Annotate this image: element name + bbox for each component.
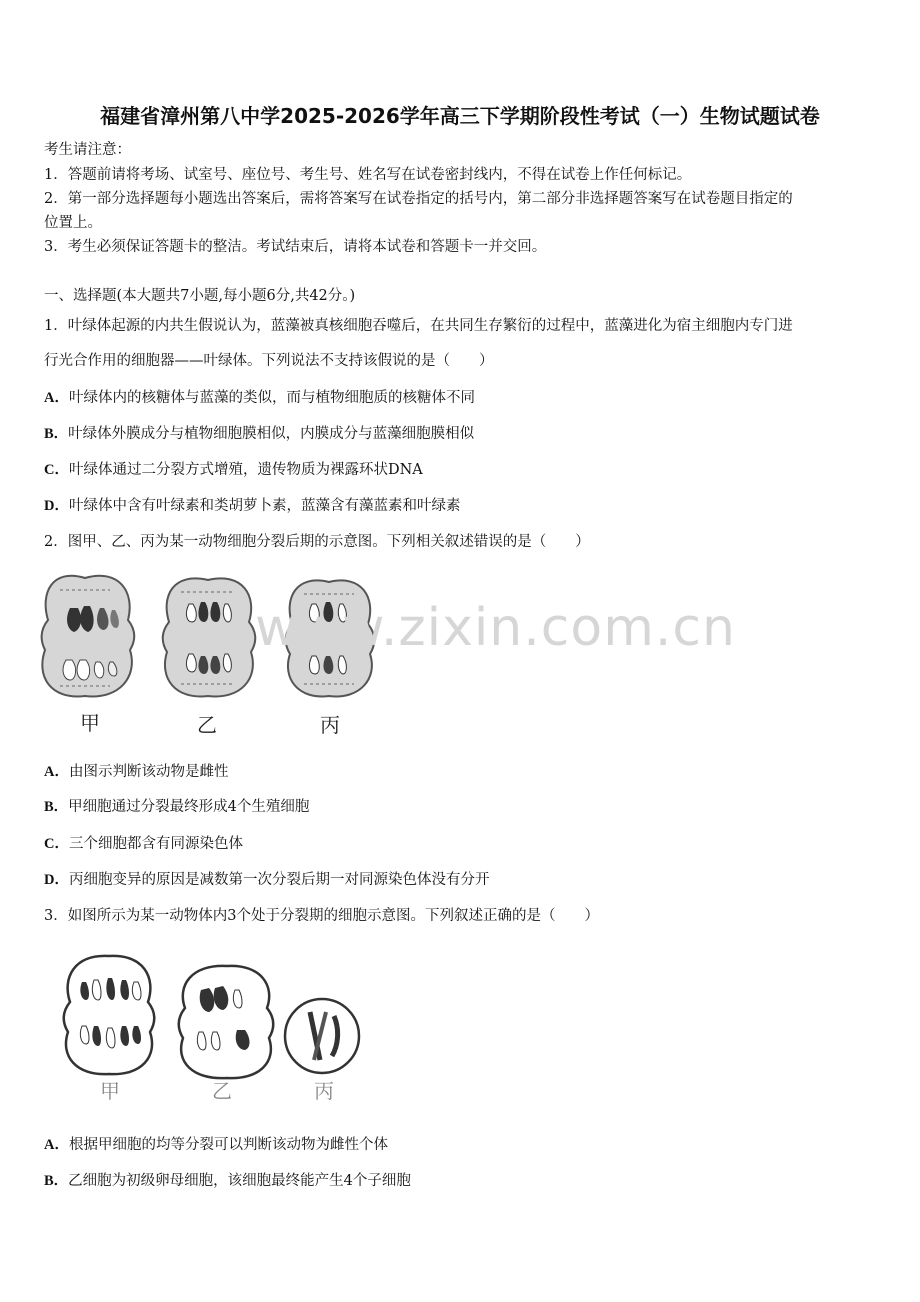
section-heading: 一、选择题(本大题共7小题,每小题6分,共42分。) [44,288,356,304]
option-letter: D． [44,872,69,888]
option-text: 由图示判断该动物是雌性 [68,764,229,780]
q3-stem: 3．如图所示为某一动物体内3个处于分裂期的细胞示意图。下列叙述正确的是（ ） [44,908,599,924]
option-text: 丙细胞变异的原因是减数第一次分裂后期一对同源染色体没有分开 [68,872,490,888]
option-letter: C． [44,836,69,852]
option-letter: C． [44,462,69,478]
q1-option-b [44,422,474,443]
q2-option-a [44,760,228,781]
notice-item-3: 3．考生必须保证答题卡的整洁。考试结束后，请将本试卷和答题卡一并交回。 [44,239,547,255]
option-text: 叶绿体内的核糖体与蓝藻的类似，而与植物细胞质的核糖体不同 [68,390,475,406]
page-title: 福建省漳州第八中学2025-2026学年高三下学期阶段性考试（一）生物试题试卷 [100,104,820,128]
figure2-label-bing: 丙 [314,1079,334,1103]
option-text: 叶绿体外膜成分与植物细胞膜相似，内膜成分与蓝藻细胞膜相似 [68,426,475,442]
figure2-label-yi: 乙 [212,1079,232,1103]
q1-option-a [44,386,475,407]
q3-option-a [44,1133,388,1154]
figure1-label-jia: 甲 [80,711,100,735]
option-text: 叶绿体中含有叶绿素和类胡萝卜素，蓝藻含有藻蓝素和叶绿素 [68,498,461,514]
option-letter: A． [44,764,69,780]
figure1-label-yi: 乙 [197,713,217,737]
q2-option-d [44,868,489,889]
q2-option-b [44,795,309,816]
notice-heading: 考生请注意： [44,142,131,158]
option-text: 根据甲细胞的均等分裂可以判断该动物为雌性个体 [68,1137,388,1153]
q1-option-c [44,458,423,479]
q3-option-b [44,1169,411,1190]
option-letter: A． [44,1137,69,1153]
watermark: www.zixin.com.cn [255,598,736,658]
cell-yi-2 [179,966,274,1078]
option-text: 三个细胞都含有同源染色体 [68,836,243,852]
option-letter: B． [44,426,69,442]
option-letter: A． [44,390,69,406]
q2-stem: 2．图甲、乙、丙为某一动物细胞分裂后期的示意图。下列相关叙述错误的是（ ） [44,534,590,550]
option-text: 乙细胞为初级卵母细胞，该细胞最终能产生4个子细胞 [68,1173,411,1189]
figure1-label-bing: 丙 [320,713,340,737]
option-letter: B． [44,799,69,815]
option-text: 叶绿体通过二分裂方式增殖，遗传物质为裸露环状DNA [68,462,423,478]
q2-option-c [44,832,243,853]
q1-option-d [44,494,460,515]
option-letter: B． [44,1173,69,1189]
notice-item-1: 1．答题前请将考场、试室号、座位号、考生号、姓名写在试卷密封线内，不得在试卷上作任何标记。 [44,167,692,183]
cell-division-figure-2 [64,952,384,1102]
q1-stem-line1: 1．叶绿体起源的内共生假说认为，蓝藻被真核细胞吞噬后，在共同生存繁衍的过程中，蓝藻进化为宿主细胞内专门进 [44,318,793,334]
cell-jia-2 [64,956,155,1074]
option-text: 甲细胞通过分裂最终形成4个生殖细胞 [68,799,310,815]
notice-item-2-cont: 位置上。 [44,215,102,231]
notice-item-2: 2．第一部分选择题每小题选出答案后，需将答案写在试卷指定的括号内，第二部分非选择题答案写在试卷题目指定的 [44,191,793,207]
option-letter: D． [44,498,69,514]
cell-bing-2 [285,999,359,1073]
q1-stem-line2: 行光合作用的细胞器——叶绿体。下列说法不支持该假说的是（ ） [44,353,494,369]
cell-jia-1 [42,576,135,697]
figure2-label-jia: 甲 [100,1079,120,1103]
cell-yi-1 [163,578,256,696]
